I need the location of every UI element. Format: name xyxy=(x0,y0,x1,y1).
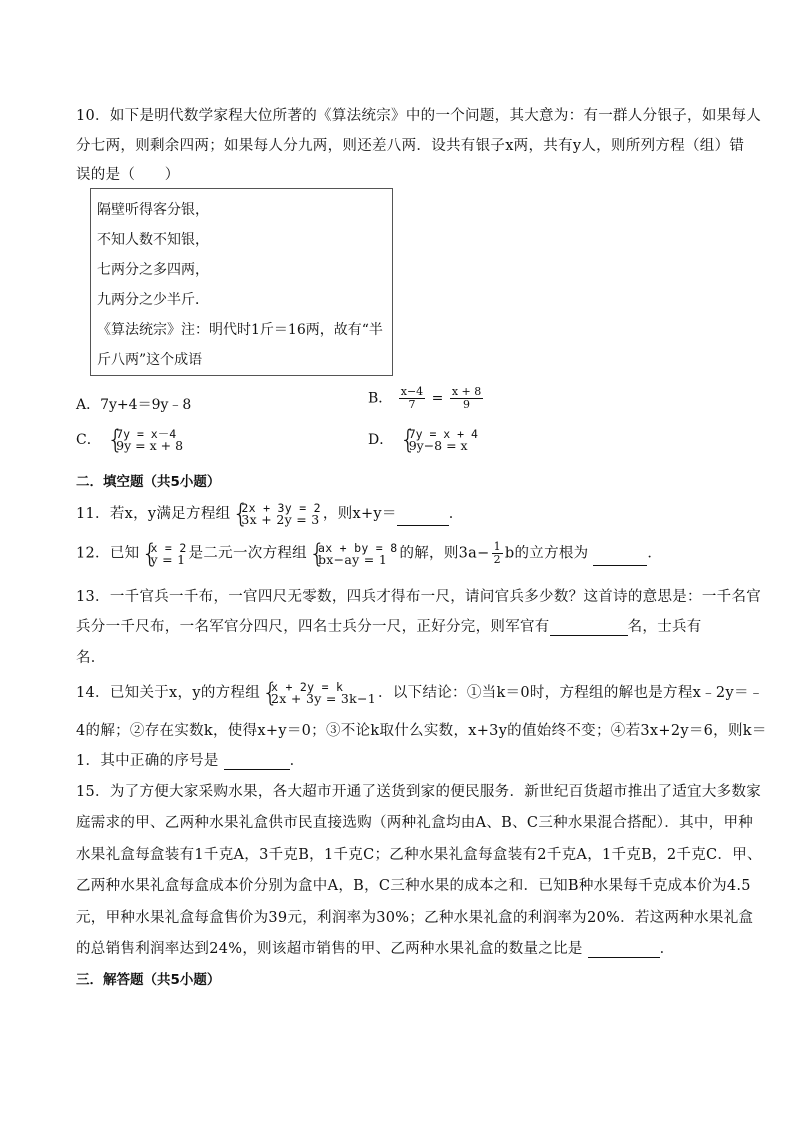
brace-icon: { xyxy=(308,538,326,569)
denominator: 7 xyxy=(408,398,416,411)
answer-blank[interactable] xyxy=(588,943,660,958)
poem-line: 斤八两”这个成语 xyxy=(97,352,203,368)
q14-text: 14．已知关于x，y的方程组 xyxy=(76,685,261,701)
brace-icon: { xyxy=(232,499,250,529)
option-c-label: C． xyxy=(76,432,101,448)
q13-text: 名，士兵有 xyxy=(627,619,702,635)
minus-sign: − xyxy=(477,545,490,562)
q12-text: b的立方根为 xyxy=(504,545,589,562)
q13-line-3: 名． xyxy=(76,650,106,666)
q13-text: 兵分一千尺布，一名军官分四尺，四名士兵分一尺，正好分完，则军官有 xyxy=(76,619,550,635)
q13-line-1: 13．一千官兵一千布，一官四尺无零数，四兵才得布一尺，请问官兵多少数？这首诗的意思是：一千名官 xyxy=(76,589,762,605)
numerator: x + 8 xyxy=(451,385,482,398)
q10-line-1: 10．如下是明代数学家程大位所著的《算法统宗》中的一个问题，其大意为：有一群人分银子，如果每人 xyxy=(76,108,762,124)
q15-line-3: 水果礼盒每盒装有1千克A，3千克B，1千克C；乙种水果礼盒每盒装有2千克A，1千克B，2千克C．甲、 xyxy=(76,847,762,863)
brace-icon: { xyxy=(107,425,124,455)
poem-line: 七两分之多四两， xyxy=(97,262,209,278)
poem-line: 九两分之少半斤． xyxy=(97,292,209,308)
q14-text: ． xyxy=(289,753,305,769)
q10-option-c xyxy=(76,425,185,455)
equation-row: 7y = x + 4 xyxy=(408,427,478,441)
brace-icon: { xyxy=(262,678,279,708)
equation-row: y = 1 xyxy=(150,551,186,567)
equation-row: x + 2y = k xyxy=(271,680,344,694)
q15-line-5: 元，甲种水果礼盒每盒售价为39元，利润率为30%；乙种水果礼盒的利润率为20%．若这两种水果礼盒 xyxy=(76,910,754,926)
q15-text: ． xyxy=(659,941,675,957)
equation-system xyxy=(399,425,478,455)
option-b-label: B． xyxy=(368,390,393,407)
poem-line: 不知人数不知银， xyxy=(97,232,209,248)
q12-text: 12．已知 xyxy=(76,545,140,562)
answer-blank[interactable] xyxy=(224,755,290,770)
section-title-fill-in: 二．填空题（共5小题） xyxy=(76,474,221,490)
brace-icon: { xyxy=(141,538,159,569)
equation-system xyxy=(308,538,398,569)
numerator: x−4 xyxy=(400,385,424,398)
q10-option-a: A．7y+4＝9y﹣8 xyxy=(76,397,192,413)
equation-row: 2x + 3y = 3k−1 xyxy=(271,691,377,706)
option-d-label: D． xyxy=(368,432,394,448)
q12-text: 的解，则3a xyxy=(399,545,478,562)
q10-option-b xyxy=(368,386,485,411)
q14-text: ．以下结论：①当k＝0时，方程组的解也是方程x﹣2y＝﹣ xyxy=(378,685,764,701)
equation-system xyxy=(262,678,377,708)
answer-blank[interactable] xyxy=(593,551,647,566)
q13-line-2 xyxy=(76,615,702,636)
equals-sign: = xyxy=(431,390,444,407)
brace-icon: { xyxy=(399,425,417,455)
q15-line-2: 庭需求的甲、乙两种水果礼盒供市民直接选购（两种礼盒均由A、B、C三种水果混合搭配）．其中，甲种 xyxy=(76,815,754,831)
equation-row: ax + by = 8 xyxy=(317,540,398,555)
fraction xyxy=(450,386,483,411)
poem-line: 《算法统宗》注：明代时1斤＝16两，故有“半 xyxy=(97,322,383,338)
q12-line xyxy=(76,538,663,569)
fraction xyxy=(399,386,425,411)
numerator: 1 xyxy=(493,540,501,553)
answer-blank[interactable] xyxy=(550,621,628,636)
equation-row: 2x + 3y = 2 xyxy=(241,501,321,515)
denominator: 2 xyxy=(493,553,501,566)
equation-system xyxy=(232,499,321,529)
answer-blank[interactable] xyxy=(397,511,449,526)
q11-text: 11．若x，y满足方程组 xyxy=(76,506,231,522)
q14-line-3 xyxy=(76,749,304,770)
equation-row: 9y−8 = x xyxy=(408,438,468,453)
equation-system xyxy=(141,538,187,569)
denominator: 9 xyxy=(463,398,471,411)
equation-row: x = 2 xyxy=(150,540,187,555)
q12-text: 是二元一次方程组 xyxy=(188,545,307,562)
q11-text: ，则x+y＝ xyxy=(322,506,397,522)
q14-line-1 xyxy=(76,678,764,708)
q10-line-3: 误的是（ ） xyxy=(76,167,180,183)
q10-option-d xyxy=(368,425,480,455)
q15-line-6 xyxy=(76,937,674,958)
q14-text: 1．其中正确的序号是 xyxy=(76,753,219,769)
poem-box xyxy=(90,188,393,376)
q11-text: ． xyxy=(448,506,464,522)
fraction xyxy=(492,541,503,566)
poem-line: 隔壁听得客分银， xyxy=(97,202,209,218)
q15-line-1: 15．为了方便大家采购水果，各大超市开通了送货到家的便民服务．新世纪百货超市推出了适宜大多数家 xyxy=(76,784,762,800)
equation-row: 3x + 2y = 3 xyxy=(241,512,320,527)
equation-row: 7y = x－4 xyxy=(116,427,177,441)
q14-line-2: 4的解；②存在实数k，使得x+y＝0；③不论k取什么实数，x+3y的值始终不变；④若3x+2y＝6，则k＝ xyxy=(76,723,767,739)
equation-row: 9y = x + 8 xyxy=(116,438,184,453)
q12-text: ． xyxy=(647,545,663,562)
equation-row: bx−ay = 1 xyxy=(317,551,388,567)
equation-system xyxy=(107,425,184,455)
q15-line-4: 乙两种水果礼盒每盒成本价分别为盒中A，B，C三种水果的成本之和．已知B种水果每千克成本价为4.5 xyxy=(76,878,751,894)
q10-line-2: 分七两，则剩余四两；如果每人分九两，则还差八两．设共有银子x两，共有y人，则所列方程（组）错 xyxy=(76,138,745,154)
q15-text: 的总销售利润率达到24%，则该超市销售的甲、乙两种水果礼盒的数量之比是 xyxy=(76,941,583,957)
section-title-answer: 三．解答题（共5小题） xyxy=(76,972,221,988)
q11-line xyxy=(76,499,464,529)
